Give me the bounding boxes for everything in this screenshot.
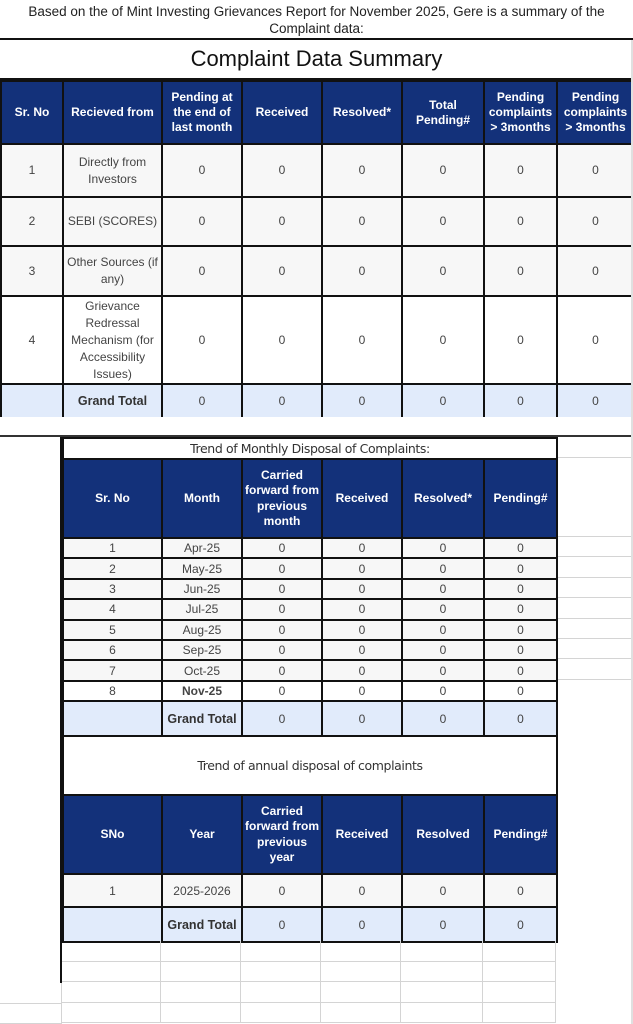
spacer-column: [0, 437, 62, 983]
cell-source: Other Sources (if any): [63, 246, 162, 296]
cell-received: 0: [322, 599, 402, 619]
header-total-pending: Total Pending#: [402, 81, 484, 144]
cell-resolved: 0: [402, 538, 484, 558]
total-pending: 0: [484, 907, 557, 942]
table-row: [63, 620, 557, 640]
cell-received: 0: [322, 538, 402, 558]
grand-total-row: [1, 384, 633, 418]
total-received: 0: [242, 384, 322, 418]
monthly-header-row: [63, 459, 557, 538]
table-row: [63, 599, 557, 619]
header-year: Year: [162, 795, 242, 874]
cell-pending-last: 0: [162, 197, 242, 246]
total-resolved: 0: [322, 384, 402, 418]
intro-text: Based on the of Mint Investing Grievances Report for November 2025, Gere is a summary of the Complaint data:: [0, 0, 633, 40]
cell-pending-3m-a: 0: [484, 296, 557, 384]
annual-caption-row: [63, 736, 557, 795]
header-month: Month: [162, 459, 242, 538]
cell-month: Oct-25: [162, 660, 242, 680]
cell-resolved: 0: [402, 660, 484, 680]
cell-resolved: 0: [402, 558, 484, 578]
total-resolved: 0: [402, 907, 484, 942]
table-row: [1, 197, 633, 246]
complaint-summary-table: [0, 80, 633, 419]
total-received: 0: [322, 907, 402, 942]
monthly-caption-row: [63, 438, 557, 459]
total-pending-3m-b: 0: [557, 384, 633, 418]
cell-sr: 1: [63, 538, 162, 558]
cell-month: Nov-25: [162, 681, 242, 701]
cell-month: Sep-25: [162, 640, 242, 660]
cell-carried: 0: [242, 558, 322, 578]
table-header-row: [1, 81, 633, 144]
cell-resolved: 0: [402, 620, 484, 640]
header-pending: Pending#: [484, 795, 557, 874]
cell-sr: 4: [63, 599, 162, 619]
cell-received: 0: [242, 246, 322, 296]
grand-total-label: Grand Total: [162, 701, 242, 736]
cell-sr: 1: [63, 874, 162, 907]
cell-sr: 1: [1, 144, 63, 197]
annual-header-row: [63, 795, 557, 874]
cell-pending: 0: [484, 599, 557, 619]
header-received: Received: [322, 795, 402, 874]
total-pending-3m-a: 0: [484, 384, 557, 418]
cell-sr: 5: [63, 620, 162, 640]
cell-month: Jul-25: [162, 599, 242, 619]
cell-total-pending: 0: [402, 197, 484, 246]
header-carried-forward: Carried forward from previous month: [242, 459, 322, 538]
table-row-current-month: [63, 681, 557, 701]
cell-sr: 6: [63, 640, 162, 660]
cell-carried: 0: [242, 681, 322, 701]
cell-carried: 0: [242, 538, 322, 558]
total-received: 0: [322, 701, 402, 736]
header-pending-last-month: Pending at the end of last month: [162, 81, 242, 144]
cell-pending: 0: [484, 538, 557, 558]
cell-resolved: 0: [322, 296, 402, 384]
cell-carried: 0: [242, 874, 322, 907]
cell-received: 0: [322, 579, 402, 599]
cell-pending: 0: [484, 681, 557, 701]
cell-sr-empty: [63, 701, 162, 736]
header-sr-no: Sr. No: [1, 81, 63, 144]
cell-sr: 2: [1, 197, 63, 246]
page-title: Complaint Data Summary: [0, 40, 633, 80]
cell-received: 0: [322, 620, 402, 640]
header-resolved: Resolved*: [402, 459, 484, 538]
cell-carried: 0: [242, 599, 322, 619]
table-row: [1, 144, 633, 197]
total-resolved: 0: [402, 701, 484, 736]
header-resolved: Resolved*: [322, 81, 402, 144]
cell-resolved: 0: [402, 640, 484, 660]
cell-received: 0: [322, 660, 402, 680]
cell-resolved: 0: [322, 197, 402, 246]
header-received: Received: [322, 459, 402, 538]
cell-received: 0: [322, 558, 402, 578]
cell-sr: 2: [63, 558, 162, 578]
cell-received: 0: [242, 296, 322, 384]
trend-tables: [62, 437, 558, 943]
table-row: [63, 640, 557, 660]
table-row: [1, 246, 633, 296]
empty-gridlines-right: [556, 437, 633, 1024]
cell-pending-last: 0: [162, 296, 242, 384]
header-resolved: Resolved: [402, 795, 484, 874]
cell-pending-3m-b: 0: [557, 144, 633, 197]
header-received-from: Recieved from: [63, 81, 162, 144]
header-sr-no: Sr. No: [63, 459, 162, 538]
cell-pending-3m-b: 0: [557, 197, 633, 246]
cell-pending-3m-b: 0: [557, 246, 633, 296]
cell-month: Jun-25: [162, 579, 242, 599]
cell-resolved: 0: [402, 579, 484, 599]
cell-total-pending: 0: [402, 296, 484, 384]
cell-pending: 0: [484, 874, 557, 907]
header-pending: Pending#: [484, 459, 557, 538]
cell-carried: 0: [242, 579, 322, 599]
table-row: [63, 660, 557, 680]
cell-sr-empty: [1, 384, 63, 418]
cell-month: Aug-25: [162, 620, 242, 640]
total-pending-last: 0: [162, 384, 242, 418]
header-pending-3months-a: Pending complaints > 3months: [484, 81, 557, 144]
cell-pending: 0: [484, 579, 557, 599]
cell-month: Apr-25: [162, 538, 242, 558]
header-received: Received: [242, 81, 322, 144]
grand-total-label: Grand Total: [162, 907, 242, 942]
empty-gridlines-bottom: [62, 941, 556, 1024]
cell-resolved: 0: [402, 681, 484, 701]
total-total-pending: 0: [402, 384, 484, 418]
table-row: [63, 579, 557, 599]
cell-source: Grievance Redressal Mechanism (for Accessibility Issues): [63, 296, 162, 384]
annual-caption: Trend of annual disposal of complaints: [63, 736, 557, 795]
header-carried-forward: Carried forward from previous year: [242, 795, 322, 874]
cell-pending: 0: [484, 640, 557, 660]
cell-sr-empty: [63, 907, 162, 942]
cell-pending: 0: [484, 660, 557, 680]
cell-source: SEBI (SCORES): [63, 197, 162, 246]
cell-pending-3m-a: 0: [484, 246, 557, 296]
cell-sr: 3: [1, 246, 63, 296]
annual-grand-total-row: [63, 907, 557, 942]
empty-gridlines-bottom-left: [0, 983, 62, 1024]
cell-sr: 7: [63, 660, 162, 680]
total-carried: 0: [242, 907, 322, 942]
cell-year: 2025-2026: [162, 874, 242, 907]
cell-source: Directly from Investors: [63, 144, 162, 197]
cell-resolved: 0: [322, 144, 402, 197]
spacer-row: [0, 417, 633, 437]
cell-pending-last: 0: [162, 246, 242, 296]
cell-pending-3m-a: 0: [484, 144, 557, 197]
cell-received: 0: [322, 681, 402, 701]
cell-pending-3m-a: 0: [484, 197, 557, 246]
cell-pending-3m-b: 0: [557, 296, 633, 384]
cell-received: 0: [242, 144, 322, 197]
cell-carried: 0: [242, 660, 322, 680]
cell-resolved: 0: [402, 874, 484, 907]
cell-received: 0: [322, 874, 402, 907]
monthly-grand-total-row: [63, 701, 557, 736]
header-sno: SNo: [63, 795, 162, 874]
cell-resolved: 0: [402, 599, 484, 619]
cell-pending: 0: [484, 620, 557, 640]
table-row: [1, 296, 633, 384]
cell-total-pending: 0: [402, 144, 484, 197]
grand-total-label: Grand Total: [63, 384, 162, 418]
monthly-caption: Trend of Monthly Disposal of Complaints:: [63, 438, 557, 459]
total-pending: 0: [484, 701, 557, 736]
cell-sr: 3: [63, 579, 162, 599]
cell-month: May-25: [162, 558, 242, 578]
cell-resolved: 0: [322, 246, 402, 296]
table-row: [63, 558, 557, 578]
cell-pending: 0: [484, 558, 557, 578]
total-carried: 0: [242, 701, 322, 736]
cell-total-pending: 0: [402, 246, 484, 296]
cell-sr: 8: [63, 681, 162, 701]
cell-carried: 0: [242, 620, 322, 640]
cell-pending-last: 0: [162, 144, 242, 197]
table-row: [63, 874, 557, 907]
cell-received: 0: [322, 640, 402, 660]
header-pending-3months-b: Pending complaints > 3months: [557, 81, 633, 144]
table-row: [63, 538, 557, 558]
cell-received: 0: [242, 197, 322, 246]
cell-carried: 0: [242, 640, 322, 660]
cell-sr: 4: [1, 296, 63, 384]
